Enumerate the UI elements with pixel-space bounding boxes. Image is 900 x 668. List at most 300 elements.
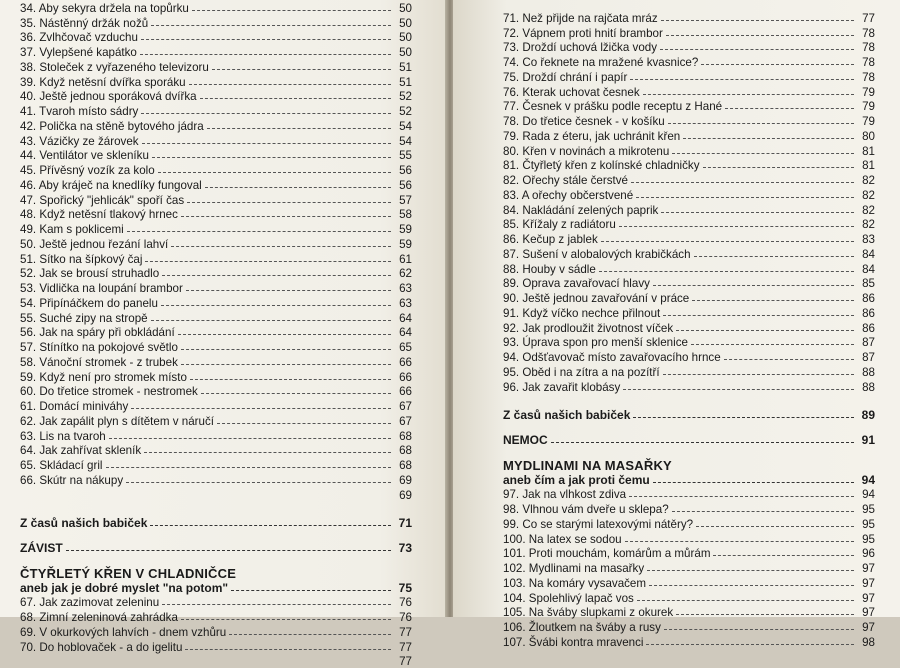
- page-number: 96: [857, 547, 875, 560]
- toc-entry[interactable]: [503, 634, 875, 649]
- toc-entry[interactable]: [503, 172, 875, 187]
- toc-entry-title: 42. Polička na stěně bytového jádra: [20, 120, 204, 133]
- toc-entry[interactable]: [20, 325, 412, 340]
- dotted-leader: [713, 555, 854, 556]
- toc-entry[interactable]: [20, 369, 412, 384]
- dotted-leader: [663, 315, 854, 316]
- page-number: 54: [394, 120, 412, 133]
- page-number: 97: [857, 606, 875, 619]
- toc-entry-title: 54. Připínáčkem do panelu: [20, 297, 158, 310]
- toc-entry-title: 83. A ořechy občerstvené: [503, 189, 633, 202]
- toc-entry[interactable]: [503, 54, 875, 69]
- toc-entry[interactable]: [20, 266, 412, 281]
- dotted-leader: [212, 69, 391, 70]
- dotted-leader: [229, 634, 391, 635]
- toc-entry[interactable]: [503, 320, 875, 335]
- toc-entry-title: 64. Jak zahřívat skleník: [20, 444, 141, 457]
- dotted-leader: [151, 25, 391, 26]
- page-number: 91: [857, 434, 875, 447]
- toc-entry-title: 56. Jak na spáry při obkládání: [20, 326, 175, 339]
- toc-entry[interactable]: [20, 59, 412, 74]
- dotted-leader: [190, 379, 391, 380]
- dotted-leader: [187, 202, 391, 203]
- toc-entry-title: 85. Křížaly z radiátoru: [503, 218, 616, 231]
- page-number: 56: [394, 164, 412, 177]
- toc-entry-title: 78. Do třetice česnek - v košíku: [503, 115, 665, 128]
- toc-entry[interactable]: [20, 472, 412, 487]
- toc-entry-title: 73. Droždí uchová lžička vody: [503, 41, 657, 54]
- toc-entry-title: 69. V okurkových lahvích - dnem vzhůru: [20, 626, 226, 639]
- page-number: 84: [857, 263, 875, 276]
- toc-entry[interactable]: [20, 457, 412, 472]
- toc-entry-title: 58. Vánoční stromek - z trubek: [20, 356, 178, 369]
- page-number: 83: [857, 233, 875, 246]
- page-number: 78: [857, 56, 875, 69]
- page-number: 79: [857, 115, 875, 128]
- page-number: 65: [394, 341, 412, 354]
- dotted-leader: [601, 241, 854, 242]
- page-number: 58: [394, 208, 412, 221]
- toc-entry[interactable]: [20, 192, 412, 207]
- toc-entry[interactable]: [503, 231, 875, 246]
- page-number: 78: [857, 71, 875, 84]
- toc-entry-title: 66. Skútr na nákupy: [20, 474, 123, 487]
- page-number: 95: [857, 518, 875, 531]
- dotted-leader: [141, 113, 391, 114]
- toc-entry[interactable]: [503, 379, 875, 394]
- page-number: 89: [857, 409, 875, 422]
- toc-entry-title: 51. Sítko na šípkový čaj: [20, 253, 142, 266]
- page-number: 79: [857, 86, 875, 99]
- toc-entry[interactable]: [503, 575, 875, 590]
- dotted-leader: [625, 541, 854, 542]
- chapter-title: ČTYŘLETÝ KŘEN V CHLADNIČCE: [20, 565, 412, 580]
- page-number: 94: [857, 488, 875, 501]
- toc-entry[interactable]: [20, 15, 412, 30]
- page-number: 67: [394, 415, 412, 428]
- toc-entry-title: 105. Na šváby slupkami z okurek: [503, 606, 673, 619]
- page-number: 68: [394, 459, 412, 472]
- page-number: 63: [394, 297, 412, 310]
- page-number: 86: [857, 322, 875, 335]
- toc-entry-title: 86. Kečup z jablek: [503, 233, 598, 246]
- dotted-leader: [647, 570, 854, 571]
- dotted-leader: [694, 256, 854, 257]
- toc-entry[interactable]: [20, 30, 412, 45]
- toc-entry-title: 62. Jak zapálit plyn s dítětem v náručí: [20, 415, 214, 428]
- dotted-leader: [126, 482, 391, 483]
- toc-entry[interactable]: [503, 99, 875, 114]
- page-number: 88: [857, 381, 875, 394]
- toc-entry[interactable]: [503, 217, 875, 232]
- toc-trailing-page: [20, 654, 412, 668]
- toc-entry-title: 90. Ještě jednou zavařování v práce: [503, 292, 689, 305]
- toc-entry[interactable]: [20, 0, 412, 15]
- toc-entry[interactable]: [20, 207, 412, 222]
- dotted-leader: [181, 364, 391, 365]
- toc-entry-title: 94. Odšťavovač místo zavařovacího hrnce: [503, 351, 721, 364]
- page-number: 97: [857, 562, 875, 575]
- toc-entry[interactable]: [503, 516, 875, 531]
- toc-entry-title: 44. Ventilátor ve skleníku: [20, 149, 149, 162]
- toc-entry-title: 37. Vylepšené kapátko: [20, 46, 137, 59]
- toc-entry-title: 65. Skládací gril: [20, 459, 103, 472]
- toc-entry[interactable]: [503, 364, 875, 379]
- toc-entry[interactable]: [503, 69, 875, 84]
- page-number: 73: [394, 542, 412, 555]
- toc-entry[interactable]: [503, 501, 875, 516]
- toc-entry-title: 63. Lis na tvaroh: [20, 430, 106, 443]
- toc-entry[interactable]: [20, 295, 412, 310]
- page-number: 97: [857, 621, 875, 634]
- dotted-leader: [178, 334, 391, 335]
- toc-entry[interactable]: [20, 74, 412, 89]
- section-zavist[interactable]: [20, 540, 412, 555]
- toc-entry-title: 72. Vápnem proti hnití brambor: [503, 27, 663, 40]
- section-title: ZÁVIST: [20, 542, 63, 555]
- dotted-leader: [660, 49, 854, 50]
- toc-entry-title: 99. Co se starými latexovými nátěry?: [503, 518, 693, 531]
- toc-entry[interactable]: [503, 546, 875, 561]
- toc-entry[interactable]: [503, 290, 875, 305]
- page-number: 54: [394, 135, 412, 148]
- page-number: 57: [394, 194, 412, 207]
- toc-entry-title: 97. Jak na vlhkost zdiva: [503, 488, 626, 501]
- dotted-leader: [127, 231, 391, 232]
- toc-entry[interactable]: [503, 84, 875, 99]
- toc-entry[interactable]: [20, 595, 412, 610]
- dotted-leader: [661, 20, 854, 21]
- toc-entry-title: 75. Droždí chrání i papír: [503, 71, 627, 84]
- toc-entry-title: 84. Nakládání zelených paprik: [503, 204, 658, 217]
- toc-entry[interactable]: [503, 305, 875, 320]
- toc-entry[interactable]: [503, 619, 875, 634]
- toc-entry[interactable]: [20, 428, 412, 443]
- toc-entry[interactable]: [503, 246, 875, 261]
- toc-entry[interactable]: [20, 339, 412, 354]
- toc-entry-title: 68. Zimní zeleninová zahrádka: [20, 611, 178, 624]
- page-number: 64: [394, 326, 412, 339]
- dotted-leader: [599, 271, 854, 272]
- toc-entry-title: 67. Jak zazimovat zeleninu: [20, 596, 159, 609]
- dotted-leader: [144, 452, 391, 453]
- toc-entry-title: 50. Ještě jednou řezání lahví: [20, 238, 168, 251]
- toc-entry-title: 96. Jak zavařit klobásy: [503, 381, 620, 394]
- dotted-leader: [661, 212, 854, 213]
- toc-entry-title: 35. Nástěnný držák nožů: [20, 17, 148, 30]
- toc-entry[interactable]: [20, 118, 412, 133]
- toc-entry-title: 52. Jak se brousí struhadlo: [20, 267, 159, 280]
- toc-entry-title: 80. Křen v novinách a mikrotenu: [503, 145, 669, 158]
- dotted-leader: [676, 330, 854, 331]
- dotted-leader: [668, 123, 854, 124]
- dotted-leader: [186, 290, 391, 291]
- page-number: 75: [394, 582, 412, 595]
- toc-entry-title: 34. Aby sekyra držela na topůrku: [20, 2, 189, 15]
- dotted-leader: [201, 393, 391, 394]
- dotted-leader: [158, 172, 391, 173]
- dotted-leader: [653, 285, 854, 286]
- page-number: 97: [857, 592, 875, 605]
- toc-trailing-page: [20, 487, 412, 502]
- toc-entry[interactable]: [503, 113, 875, 128]
- toc-entry-title: 104. Spolehlivý lapač vos: [503, 592, 634, 605]
- dotted-leader: [207, 128, 391, 129]
- toc-entry[interactable]: [20, 639, 412, 654]
- toc-entry[interactable]: [20, 44, 412, 59]
- dotted-leader: [161, 305, 391, 306]
- left-entries-2: [20, 595, 412, 654]
- toc-entry[interactable]: [503, 531, 875, 546]
- toc-entry-title: 106. Žloutkem na šváby a rusy: [503, 621, 661, 634]
- dotted-leader: [666, 35, 854, 36]
- section-title: Z časů našich babiček: [20, 517, 147, 530]
- page-number: 59: [394, 238, 412, 251]
- toc-entry-title: 87. Sušení v alobalových krabičkách: [503, 248, 691, 261]
- page-number: 77: [857, 12, 875, 25]
- dotted-leader: [192, 10, 391, 11]
- section-z-casu-nasich-babicek[interactable]: [20, 516, 412, 531]
- section-title: NEMOC: [503, 434, 548, 447]
- toc-entry-title: 46. Aby kráječ na knedlíky fungoval: [20, 179, 202, 192]
- toc-entry[interactable]: [503, 128, 875, 143]
- page-number: 50: [394, 46, 412, 59]
- dotted-leader: [663, 374, 854, 375]
- toc-entry[interactable]: [20, 177, 412, 192]
- toc-entry[interactable]: [503, 276, 875, 291]
- dotted-leader: [181, 619, 391, 620]
- page-number: 66: [394, 385, 412, 398]
- page-number: 95: [857, 533, 875, 546]
- toc-entry[interactable]: [20, 89, 412, 104]
- section-z-casu-nasich-babicek[interactable]: [503, 408, 875, 423]
- dotted-leader: [696, 526, 854, 527]
- toc-entry[interactable]: [20, 354, 412, 369]
- toc-entry-title: 43. Vázičky ze žárovek: [20, 135, 139, 148]
- dotted-leader: [106, 467, 392, 468]
- toc-entry-title: 39. Když netěsní dvířka sporáku: [20, 76, 186, 89]
- left-page: [0, 0, 447, 617]
- chapter-title: MYDLINAMI NA MASAŘKY: [503, 457, 875, 472]
- toc-entry[interactable]: [503, 487, 875, 502]
- toc-entry-title: 60. Do třetice stromek - nestromek: [20, 385, 198, 398]
- dotted-leader: [643, 94, 854, 95]
- toc-entry-title: 45. Přívěsný vozík za kolo: [20, 164, 155, 177]
- right-toc: [503, 10, 875, 649]
- dotted-leader: [171, 246, 391, 247]
- toc-entry[interactable]: [503, 349, 875, 364]
- toc-entry-title: 79. Rada z éteru, jak uchránit křen: [503, 130, 680, 143]
- toc-entry[interactable]: [20, 162, 412, 177]
- left-toc: [20, 0, 412, 668]
- page-number: 76: [394, 611, 412, 624]
- toc-entry[interactable]: [20, 133, 412, 148]
- page-number: 50: [394, 31, 412, 44]
- toc-entry-title: 57. Stínítko na pokojové světlo: [20, 341, 178, 354]
- toc-entry[interactable]: [503, 40, 875, 55]
- dotted-leader: [151, 320, 391, 321]
- dotted-leader: [181, 216, 391, 217]
- page-number: 59: [394, 223, 412, 236]
- dotted-leader: [152, 157, 391, 158]
- page-number: 88: [857, 366, 875, 379]
- toc-entry[interactable]: [20, 221, 412, 236]
- page-number: 50: [394, 2, 412, 15]
- page-number: 76: [394, 596, 412, 609]
- dotted-leader: [672, 511, 854, 512]
- page-number: 71: [394, 517, 412, 530]
- toc-entry-title: 101. Proti mouchám, komárům a můrám: [503, 547, 710, 560]
- page-number: 84: [857, 248, 875, 261]
- page-number: 82: [857, 174, 875, 187]
- dotted-leader: [676, 614, 854, 615]
- dotted-leader: [636, 197, 854, 198]
- toc-entry-title: 77. Česnek v prášku podle receptu z Hané: [503, 100, 722, 113]
- page-number: 78: [857, 41, 875, 54]
- dotted-leader: [725, 108, 854, 109]
- page-number: 67: [394, 400, 412, 413]
- dotted-leader: [142, 143, 391, 144]
- toc-entry[interactable]: [20, 251, 412, 266]
- right-entries: [503, 10, 875, 394]
- page-number: 66: [394, 371, 412, 384]
- page-number: 98: [857, 636, 875, 649]
- page-number: 79: [857, 100, 875, 113]
- toc-entry[interactable]: [20, 384, 412, 399]
- dotted-leader: [619, 226, 854, 227]
- page-number: 78: [857, 27, 875, 40]
- dotted-leader: [141, 39, 391, 40]
- dotted-leader: [672, 153, 854, 154]
- toc-entry-title: 38. Stoleček z vyřazeného televizoru: [20, 61, 209, 74]
- toc-entry[interactable]: [20, 148, 412, 163]
- dotted-leader: [140, 54, 391, 55]
- dotted-leader: [630, 79, 854, 80]
- dotted-leader: [631, 182, 854, 183]
- toc-entry-title: 81. Čtyřletý křen z kolínské chladničky: [503, 159, 700, 172]
- toc-entry-title: 102. Mydlinami na masařky: [503, 562, 644, 575]
- page-number: 52: [394, 105, 412, 118]
- right-entries-2: [503, 487, 875, 649]
- right-page: [453, 0, 900, 617]
- toc-entry-title: 48. Když netěsní tlakový hrnec: [20, 208, 178, 221]
- page-number: 66: [394, 356, 412, 369]
- page-number: 68: [394, 444, 412, 457]
- toc-entry[interactable]: [503, 143, 875, 158]
- toc-entry[interactable]: [503, 158, 875, 173]
- toc-entry-title: 95. Oběd i na zítra a na pozítří: [503, 366, 660, 379]
- toc-entry[interactable]: [20, 624, 412, 639]
- toc-entry-title: 82. Ořechy stále čerstvé: [503, 174, 628, 187]
- page-number: 69: [394, 489, 412, 502]
- toc-entry-title: 93. Úprava spon pro menší sklenice: [503, 336, 688, 349]
- toc-entry[interactable]: [503, 560, 875, 575]
- page-number: 52: [394, 90, 412, 103]
- dotted-leader: [701, 64, 854, 65]
- page-number: 81: [857, 159, 875, 172]
- toc-entry[interactable]: [503, 590, 875, 605]
- toc-entry[interactable]: [503, 187, 875, 202]
- toc-entry[interactable]: [20, 280, 412, 295]
- dotted-leader: [646, 644, 854, 645]
- toc-entry-title: 88. Houby v sádle: [503, 263, 596, 276]
- dotted-leader: [205, 187, 391, 188]
- toc-entry-title: 47. Spořický "jehlicák" spoří čas: [20, 194, 184, 207]
- toc-entry[interactable]: [503, 25, 875, 40]
- toc-entry-title: 53. Vidlička na loupání brambor: [20, 282, 183, 295]
- toc-entry-title: 76. Kterak uchovat česnek: [503, 86, 640, 99]
- dotted-leader: [189, 84, 391, 85]
- page-number: 87: [857, 336, 875, 349]
- toc-entry[interactable]: [20, 413, 412, 428]
- chapter-subtitle[interactable]: [503, 472, 875, 487]
- dotted-leader: [683, 138, 854, 139]
- toc-entry[interactable]: [503, 261, 875, 276]
- page-number: 55: [394, 149, 412, 162]
- page-number: 97: [857, 577, 875, 590]
- page-number: 87: [857, 351, 875, 364]
- toc-entry-title: 36. Zvlhčovač vzduchu: [20, 31, 138, 44]
- page-number: 81: [857, 145, 875, 158]
- toc-entry[interactable]: [20, 398, 412, 413]
- toc-entry-title: 107. Švábi kontra mravenci: [503, 636, 643, 649]
- toc-entry-title: 98. Vlhnou vám dveře u sklepa?: [503, 503, 669, 516]
- dotted-leader: [109, 438, 391, 439]
- dotted-leader: [131, 408, 391, 409]
- toc-entry[interactable]: [503, 10, 875, 25]
- dotted-leader: [162, 275, 391, 276]
- toc-entry-title: 71. Než přijde na rajčata mráz: [503, 12, 658, 25]
- dotted-leader: [649, 585, 854, 586]
- page-number: 51: [394, 76, 412, 89]
- page-number: 85: [857, 277, 875, 290]
- section-title: Z časů našich babiček: [503, 409, 630, 422]
- page-number: 80: [857, 130, 875, 143]
- toc-entry-title: 55. Suché zipy na stropě: [20, 312, 148, 325]
- toc-entry-title: 70. Do hoblovaček - a do igelitu: [20, 641, 182, 654]
- dotted-leader: [623, 389, 854, 390]
- section-nemoc[interactable]: [503, 432, 875, 447]
- page-number: 77: [394, 655, 412, 668]
- chapter-subtitle[interactable]: [20, 580, 412, 595]
- dotted-leader: [185, 649, 391, 650]
- chapter-subtitle-text: aneb jak je dobré myslet "na potom": [20, 582, 228, 595]
- toc-entry[interactable]: [503, 335, 875, 350]
- toc-entry-title: 103. Na komáry vysavačem: [503, 577, 646, 590]
- page-number: 95: [857, 503, 875, 516]
- dotted-leader: [200, 98, 391, 99]
- dotted-leader: [691, 344, 854, 345]
- toc-entry[interactable]: [503, 605, 875, 620]
- toc-entry[interactable]: [20, 310, 412, 325]
- toc-entry[interactable]: [20, 103, 412, 118]
- dotted-leader: [162, 604, 391, 605]
- page-number: 69: [394, 474, 412, 487]
- toc-entry[interactable]: [20, 443, 412, 458]
- toc-entry[interactable]: [20, 609, 412, 624]
- page-number: 77: [394, 626, 412, 639]
- toc-entry[interactable]: [20, 236, 412, 251]
- toc-entry[interactable]: [503, 202, 875, 217]
- dotted-leader: [629, 496, 854, 497]
- toc-entry-title: 74. Co řeknete na mražené kvasnice?: [503, 56, 698, 69]
- toc-entry-title: 91. Když víčko nechce přilnout: [503, 307, 660, 320]
- page-number: 63: [394, 282, 412, 295]
- page-number: 94: [857, 474, 875, 487]
- page-number: 61: [394, 253, 412, 266]
- page-number: 68: [394, 430, 412, 443]
- left-entries: [20, 0, 412, 487]
